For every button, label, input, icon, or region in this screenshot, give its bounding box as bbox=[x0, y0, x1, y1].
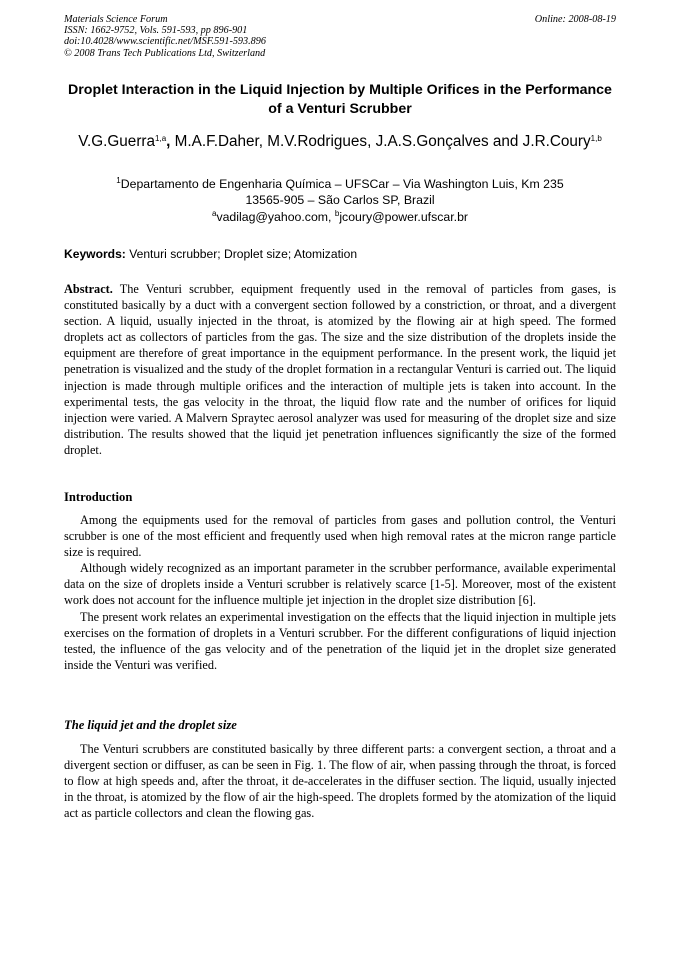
email-b: jcoury@power.ufscar.br bbox=[339, 210, 469, 224]
email-a: vadilag@yahoo.com, bbox=[216, 210, 335, 224]
keywords-text: Venturi scrubber; Droplet size; Atomization bbox=[125, 247, 358, 261]
issn-line: ISSN: 1662-9752, Vols. 591-593, pp 896-901 bbox=[64, 25, 248, 37]
first-author-affiliation-mark: 1,a bbox=[155, 134, 167, 143]
journal-name: Materials Science Forum bbox=[64, 14, 168, 25]
other-authors: M.A.F.Daher, M.V.Rodrigues, J.A.S.Gonçalves and J.R.Coury bbox=[170, 133, 591, 150]
copyright-line: © 2008 Trans Tech Publications Ltd, Switzerland bbox=[64, 47, 266, 59]
keywords bbox=[64, 246, 616, 262]
paragraph: Among the equipments used for the removal of particles from gases and pollution control, the Venturi scrubber is one of the most efficient and frequently used when high removal rates at the micron range particle size is required. bbox=[64, 513, 616, 560]
liquid-jet-section-body bbox=[64, 741, 616, 821]
author-emails bbox=[64, 209, 616, 225]
online-date: Online: 2008-08-19 bbox=[534, 14, 616, 25]
affiliation-line-1: Departamento de Engenharia Química – UFSCar – Via Washington Luis, Km 235 bbox=[120, 177, 564, 191]
first-author: V.G.Guerra bbox=[78, 133, 156, 150]
doi-line: doi:10.4028/www.scientific.net/MSF.591-593.896 bbox=[64, 36, 266, 48]
abstract bbox=[64, 281, 616, 458]
introduction-heading: Introduction bbox=[64, 490, 133, 504]
paragraph: The present work relates an experimental investigation on the effects that the liquid injection in multiple jets exercises on the formation of droplets in a Venturi scrubber. For the different configurations of liquid injection tested, the influence of the gas velocity and of the penetration of the liquid jet in the droplet size generated inside the Venturi was verified. bbox=[64, 609, 616, 672]
paragraph: The Venturi scrubbers are constituted basically by three different parts: a convergent section, a throat and a divergent section or diffuser, as can be seen in Fig. 1. The flow of air, when passing through the throat, is forced to flow at high speeds and, after the throat, it de-accelerates in the diffuser section. The liquid, usually injected in the throat, is atomized by the flow of air the high-speed. The droplets formed by the atomization of the liquid act as particle collectors and clean the flowing gas. bbox=[64, 742, 616, 821]
introduction-body bbox=[64, 512, 616, 673]
abstract-text: The Venturi scrubber, equipment frequently used in the removal of particles from gases, is constituted basically by a duct with a convergent section followed by a constriction, or throat, and a divergent section. A liquid, usually injected in the throat, is atomized by the flowing air at high speed. The formed droplets act as collectors of particles from the gas. The size and the size distribution of the droplets inside the equipment are therefore of great importance in the equipment performance. In the present work, the liquid jet penetration is visualized and the study of the droplet formation in a rectangular Venturi is carried out. The liquid injection is made through multiple orifices and the interaction of multiple jets is taken into account. In the experimental tests, the gas velocity in the throat, the liquid flow rate and the number of orifices for liquid injection were varied. A Malvern Spraytec aerosol analyzer was used for measuring of the droplet size and size distribution. The results showed that the liquid jet penetration influences significantly the size of the formed droplet. bbox=[64, 282, 616, 457]
author-separator: , bbox=[166, 133, 171, 150]
last-author-affiliation-mark: 1,b bbox=[590, 134, 602, 143]
email-mark-a: a bbox=[211, 209, 217, 218]
publication-header bbox=[64, 14, 616, 59]
email-mark-b: b bbox=[334, 209, 340, 218]
affiliation-mark: 1 bbox=[116, 176, 121, 185]
affiliation-line-2: 13565-905 – São Carlos SP, Brazil bbox=[245, 193, 435, 207]
paper-title: Droplet Interaction in the Liquid Injection by Multiple Orifices in the Performance of a Venturi Scrubber bbox=[68, 82, 612, 117]
keywords-label: Keywords: bbox=[64, 247, 126, 261]
abstract-label: Abstract. bbox=[64, 282, 113, 296]
liquid-jet-section-heading: The liquid jet and the droplet size bbox=[64, 718, 237, 732]
paragraph: Although widely recognized as an important parameter in the scrubber performance, available experimental data on the size of droplets inside a Venturi scrubber is relatively scarce [1-5]. Moreover, most of the existent work does not account for the influence multiple jet injection in the droplet size distribution [6]. bbox=[64, 561, 616, 608]
author-list bbox=[64, 132, 616, 151]
affiliation bbox=[64, 176, 616, 208]
